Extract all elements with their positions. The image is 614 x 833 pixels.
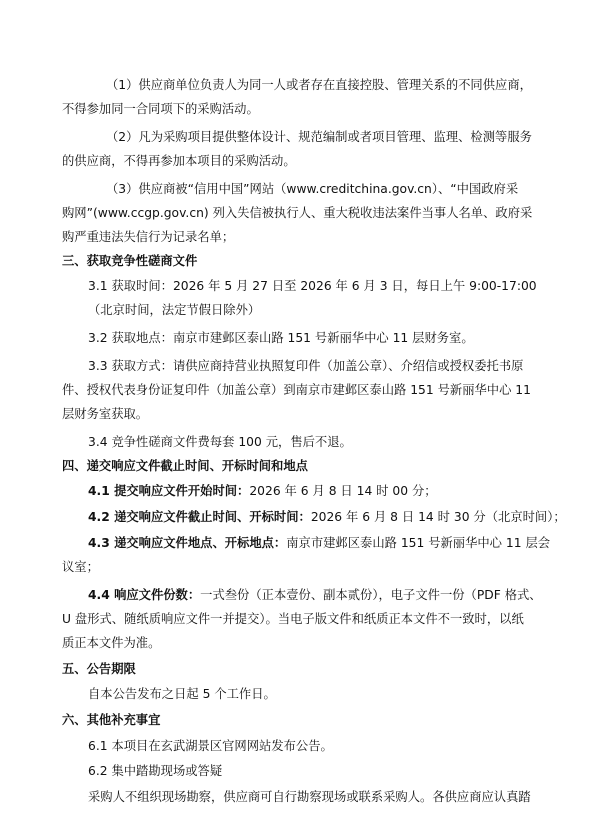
text-line: （北京时间，法定节假日除外） [88,303,261,317]
section-heading: 三、获取竞争性磋商文件 [62,254,198,268]
text-line: （1）供应商单位负责人为同一人或者存在直接控股、管理关系的不同供应商， [106,78,532,92]
text-line: （2）凡为采购项目提供整体设计、规范编制或者项目管理、监理、检测等服务 [106,130,532,144]
text-line [88,587,542,603]
text-line: 的供应商，不得再参加本项目的采购活动。 [62,154,296,168]
text-line: 6.1 本项目在玄武湖景区官网网站发布公告。 [88,739,333,753]
section-heading: 五、公告期限 [62,662,136,676]
text-line: 采购人不组织现场勘察，供应商可自行勘察现场或联系采购人。各供应商应认真踏 [88,790,531,804]
text-line: 3.1 获取时间：2026 年 5 月 27 日至 2026 年 6 月 3 日，每日上午 9:00-17:00 [88,279,537,293]
text-line: 层财务室获取。 [62,407,149,421]
text-line: 3.4 竞争性磋商文件费每套 100 元，售后不退。 [88,435,352,449]
item-value: 2026 年 6 月 8 日 14 时 00 分； [249,484,437,498]
text-line: 购网”(www.ccgp.gov.cn) 列入失信被执行人、重大税收违法案件当事人名单、政府采 [62,206,533,220]
text-line [88,509,566,525]
text-line: 不得参加同一合同项下的采购活动。 [62,102,259,116]
item-value: 南京市建邺区泰山路 151 号新丽华中心 11 层会 [286,536,551,550]
text-line: 质正本文件为准。 [62,636,161,650]
item-label: 4.4 响应文件份数： [88,588,201,602]
text-line: 件、授权代表身份证复印件（加盖公章）到南京市建邺区泰山路 151 号新丽华中心 11 [62,383,531,397]
text-line: 购严重违法失信行为记录名单； [62,230,235,244]
item-label: 4.3 递交响应文件地点、开标地点： [88,536,287,550]
text-line: 3.2 获取地点：南京市建邺区泰山路 151 号新丽华中心 11 层财务室。 [88,331,474,345]
text-line: 自本公告发布之日起 5 个工作日。 [88,687,276,701]
item-value: 2026 年 6 月 8 日 14 时 30 分（北京时间）； [310,510,566,524]
item-label: 4.2 递交响应文件截止时间、开标时间： [88,510,311,524]
text-line: （3）供应商被“信用中国”网站（www.creditchina.gov.cn）、“中国政府采 [106,182,519,196]
text-line: 3.3 获取方式：请供应商持营业执照复印件（加盖公章）、介绍信或授权委托书原 [88,359,524,373]
section-heading: 四、递交响应文件截止时间、开标时间和地点 [62,459,308,473]
item-value: 一式叁份（正本壹份、副本贰份），电子文件一份（PDF 格式、 [200,588,542,602]
item-label: 4.1 提交响应文件开始时间： [88,484,250,498]
text-line [88,535,550,551]
text-line [88,483,437,499]
section-heading: 六、其他补充事宜 [62,713,161,727]
text-line: 6.2 集中踏勘现场或答疑 [88,764,223,778]
text-line: 议室； [62,560,99,574]
text-line: U 盘形式、随纸质响应文件一并提交）。当电子版文件和纸质正本文件不一致时，以纸 [62,612,524,626]
